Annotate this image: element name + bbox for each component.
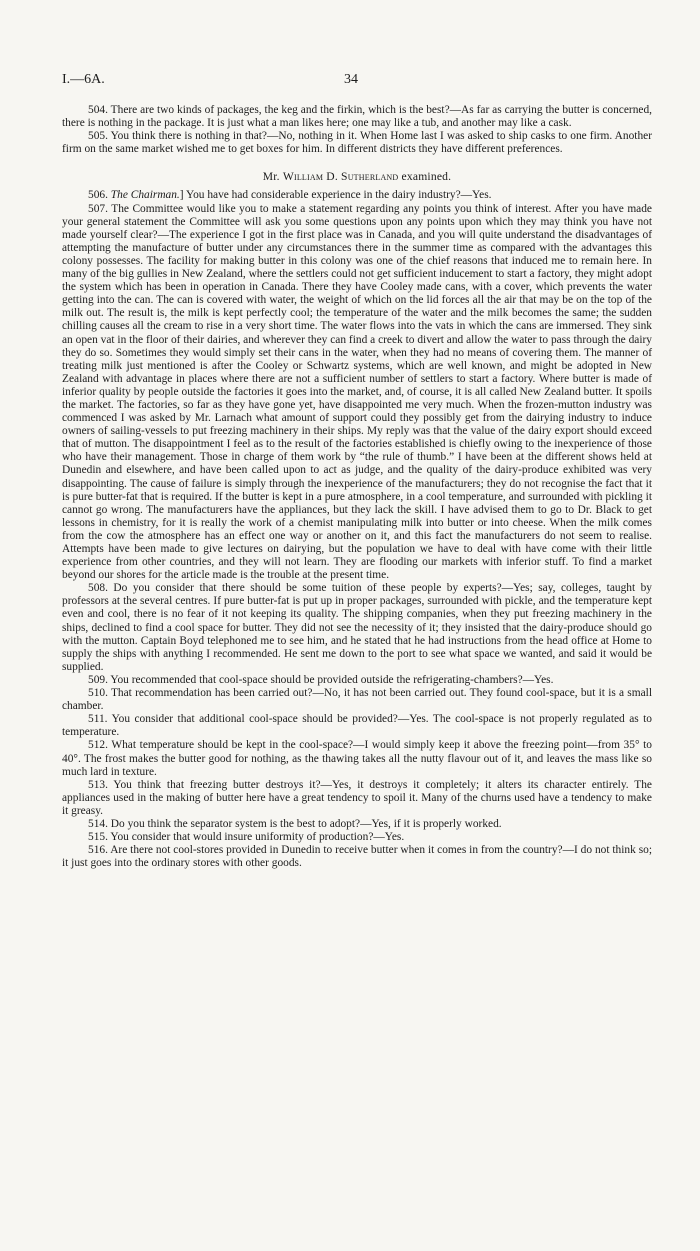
paragraph-text: ] You have had considerable experience in the dairy industry?—Yes. [179,189,492,202]
question-number: 506. [88,189,108,202]
question-number: 505. [88,130,108,143]
paragraph-505 [62,130,652,156]
question-number: 516. [88,844,108,857]
paragraph-504 [62,104,652,130]
question-number: 504. [88,104,108,116]
paragraph-text: You think there is nothing in that?—No, nothing in it. When Home last I was asked to ship casks to one firm. Another firm on the same market wished me to get boxes for him. In different districts they have different preferences. [62,130,652,156]
paragraph-513 [62,779,652,818]
paragraph-512 [62,739,652,778]
question-number: 509. [88,673,108,686]
paragraph-text: You consider that would insure uniformity of production?—Yes. [110,831,405,844]
question-number: 514. [88,817,108,830]
question-number: 513. [88,778,108,791]
document-reference: I.—6A. [62,72,105,87]
question-number: 507. [88,202,108,215]
question-number: 515. [88,831,108,844]
paragraph-516 [62,844,652,870]
page-number: 34 [344,72,358,87]
paragraph-514 [62,818,652,831]
paragraph-text: That recommendation has been carried out?—No, it has not been carried out. They found cool-space, but it is a small chamber. [62,687,652,713]
paragraph-text: Are there not cool-stores provided in Dunedin to receive butter when it comes in from the country?—I do not think so; it just goes into the ordinary stores with other goods. [62,844,652,870]
paragraph-text: There are two kinds of packages, the keg and the firkin, which is the best?—As far as carrying the butter is concerned, there is nothing in the package. It is just what a man likes here; one may like a tub, and another may like a cask. [62,104,652,130]
paragraph-509 [62,674,652,687]
paragraph-511 [62,713,652,739]
paragraph-text: You think that freezing butter destroys it?—Yes, it destroys it completely; it alters its character entirely. The appliances used in the making of butter here have a great tendency to spoil it. Many of the churns used have a tendency to make it greasy. [62,778,652,817]
paragraph-508 [62,582,652,674]
paragraph-text: The Committee would like you to make a statement regarding any points you think of interest. After you have made your general statement the Committee will ask you some questions upon any points upon which they may think you have not made yourself clear?—The experience I got in the first place was in Canada, and you will quite understand the disadvantages of attempting the manufacture of butter under any circumstances there in the summer time as compared with the advantages this colony possesses. The facility for making butter in this colony was one of the chief reasons that induced me to remain here. In many of the big gullies in New Zealand, where the settlers could not get sufficient inducement to start a factory, they might adopt the system which has been in operation in Canada. There they have Cooley made cans, with a cover, which prevents the water getting into the can. The can is covered with water, the weight of which on the lid forces all the air that may be on the top of the milk out. The result is, the milk is kept perfectly cool; the temperature of the water and the milk becomes the same; the sudden chilling causes all the cream to rise in a very short time. The water flows into the vats in which the cans are immersed. They sink an open vat in the floor of their dairies, and wherever they can find a creek to divert and allow the water to pass through the dairy they do so. Sometimes they would simply set their cans in the water, when they had no means of covering them. The manner of treating milk just mentioned is after the Cooley or Schwartz systems, which are well known, and might be adopted in New Zealand with advantage in places where there are not a sufficient number of settlers to start a factory. Where butter is made of inferior quality by people outside the factories it goes into the market, and, of course, it is all called New Zealand butter. It spoils the market. The factories, so far as they have gone yet, have disappointed me very much. When the frozen-mutton industry was commenced I was asked by Mr. Larnach what amount of support could they possibly get from the dairying industry to induce owners of sailing-vessels to put freezing machinery in their ships. My reply was that the value of the dairy export should exceed that of mutton. The disappointment I feel as to the result of the factories established is chiefly owing to the inexperience of those who have their management. Those in charge of them work by “the rule of thumb.” I have been at the different shows held at Dunedin and elsewhere, and have been called upon to act as judge, and the quality of the dairy-produce exhibited was very disappointing. The cause of failure is simply through the inexperience of the manufacturers; they do not recognise the fact that it is pure butter-fat that is required. If the butter is kept in a pure atmosphere, in a cool temperature, and surrounded with pickling it cannot go wrong. The manufacturers have the appliances, but they lack the skill. I have advised them to go to Dr. Black to get lessons in chemistry, for it is really the work of a chemist manipulating milk into butter or into cheese. When the milk comes from the cow the atmosphere has an effect one way or another on it, and this fact the manufacturers do not seem to realise. Attempts have been made to give lectures on dairying, but the population we have to deal with have come with their little experience from other countries, and they will not learn. They are flooding our markets with inferior stuff. To find a market beyond our shores for the article made is the trouble at the present time. [62,202,652,582]
speaker-label: The Chairman. [110,189,180,202]
witness-heading: Mr. William D. Sutherland examined. [262,170,452,184]
document-body [62,104,652,870]
paragraph-text: You consider that additional cool-space should be provided?—Yes. The cool-space is not properly regulated as to temperature. [62,713,652,739]
paragraph-510 [62,687,652,713]
question-number: 508. [88,582,108,595]
question-number: 510. [88,687,108,700]
question-number: 512. [88,739,108,752]
witness-name: William D. Sutherland [282,170,399,184]
paragraph-507 [62,203,652,583]
paragraph-text: Do you consider that there should be some tuition of these people by experts?—Yes; say, colleges, taught by professors at the several centres. If pure butter-fat is put up in proper packages, surrounded with pickle, and the temperature kept even and cool, there is no fear of it not keeping its quality. The shipping companies, when they put freezing machinery in the ships, declined to find a cool space for butter. They did not see the necessity of it; they insisted that the dairy-produce should go with the mutton. Captain Boyd telephoned me to see him, and he stated that he had instructions from the head office at Home to supply the ships with anything I recommended. He sent me down to the port to see what space we wanted, and said it would be supplied. [62,582,652,673]
page-header [62,72,652,90]
paragraph-506 [62,189,652,202]
paragraph-text: You recommended that cool-space should be provided outside the refrigerating-chambers?—Yes. [110,673,554,686]
paragraph-text: What temperature should be kept in the cool-space?—I would simply keep it above the freezing point—from 35° to 40°. The frost makes the butter good for nothing, as the thawing takes all the nutty flavour out of it, and leaves the mass like so much lard in texture. [62,739,652,778]
paragraph-515 [62,831,652,844]
paragraph-text: Do you think the separator system is the best to adopt?—Yes, if it is properly worked. [110,817,502,830]
question-number: 511. [88,713,108,726]
